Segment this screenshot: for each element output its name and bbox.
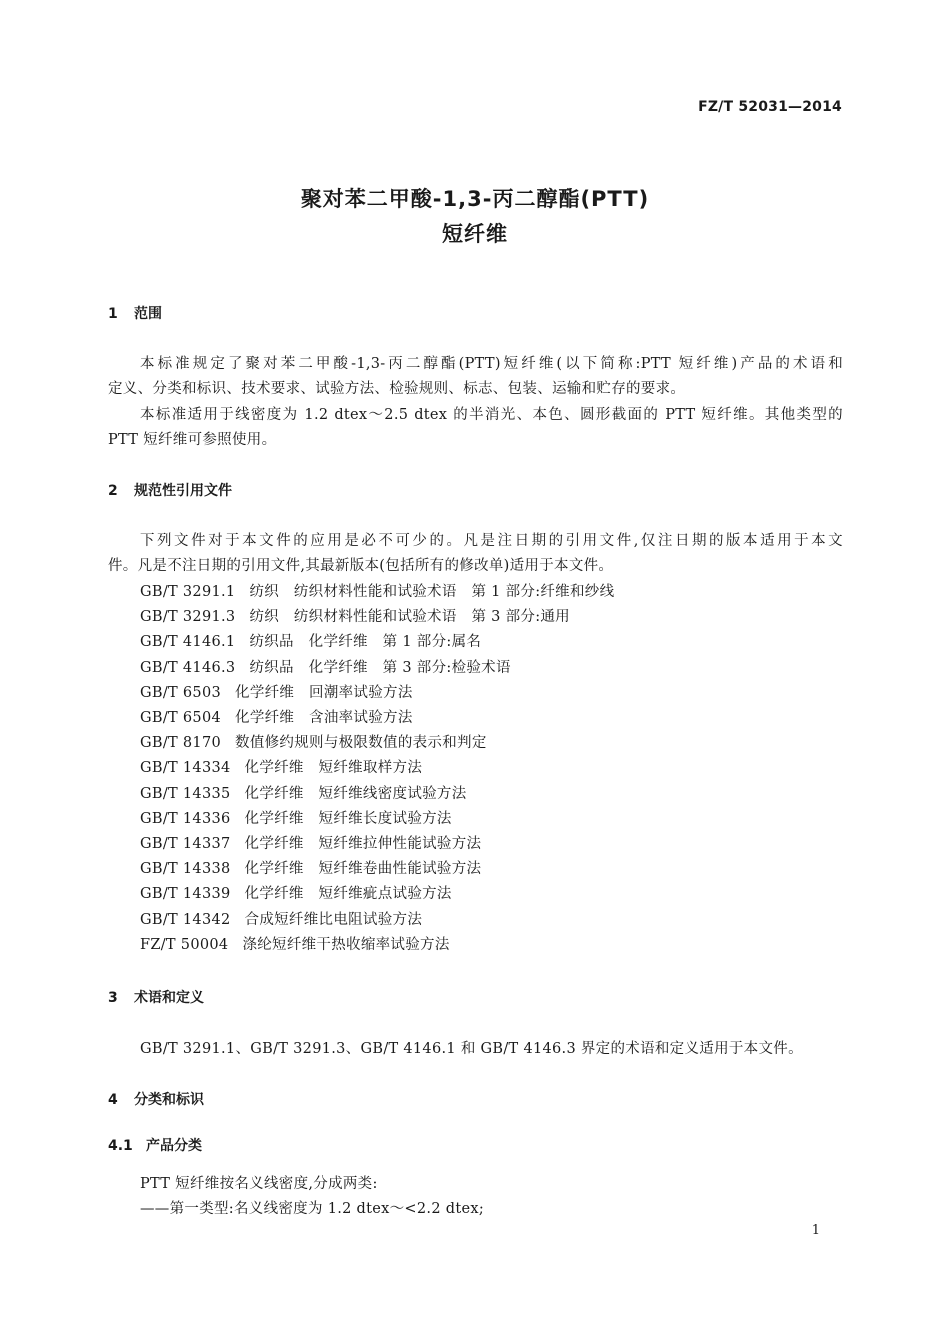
section-number: 1 [108,306,118,322]
reference-title: 化学纤维 短纤维取样方法 [244,760,423,776]
paragraph-line: 下列文件对于本文件的应用是必不可少的。凡是注日期的引用文件,仅注日期的版本适用于本文 [140,533,843,549]
reference-code: GB/T 14339 [140,886,231,902]
section-title: 术语和定义 [134,990,204,1006]
reference-code: GB/T 3291.3 [140,609,236,625]
paragraph-line: PTT 短纤维按名义线密度,分成两类: [140,1176,378,1192]
reference-item [140,933,450,954]
reference-item [140,630,481,651]
section-4-heading [108,1089,204,1109]
reference-code: GB/T 4146.3 [140,660,236,676]
standard-code: FZ/T 52031—2014 [698,99,842,115]
section-1-heading [108,303,162,323]
section-4-1-heading [108,1135,202,1155]
reference-item [140,882,452,903]
reference-code: FZ/T 50004 [140,937,229,953]
section-3-heading [108,987,204,1007]
reference-code: GB/T 14342 [140,912,231,928]
section-number: 4.1 [108,1138,133,1154]
reference-code: GB/T 6504 [140,710,222,726]
section-title: 规范性引用文件 [134,483,232,499]
reference-title: 化学纤维 短纤维拉伸性能试验方法 [244,836,482,852]
reference-title: 化学纤维 含油率试验方法 [235,710,413,726]
reference-title: 数值修约规则与极限数值的表示和判定 [235,735,487,751]
reference-code: GB/T 6503 [140,685,222,701]
section-title: 分类和标识 [134,1092,204,1108]
document-title-line1: 聚对苯二甲酸-1,3-丙二醇酯(PTT) [300,187,650,211]
section-number: 2 [108,483,118,499]
reference-item [140,605,570,626]
reference-title: 化学纤维 回潮率试验方法 [235,685,413,701]
reference-code: GB/T 14334 [140,760,231,776]
reference-code: GB/T 14335 [140,786,231,802]
reference-item [140,908,422,929]
reference-code: GB/T 14336 [140,811,231,827]
section-number: 3 [108,990,118,1006]
reference-code: GB/T 3291.1 [140,584,236,600]
section-2-heading [108,480,232,500]
reference-code: GB/T 14338 [140,861,231,877]
reference-title: 纺织品 化学纤维 第 3 部分:检验术语 [249,660,511,676]
reference-title: 纺织 纺织材料性能和试验术语 第 3 部分:通用 [249,609,570,625]
section-number: 4 [108,1092,118,1108]
reference-title: 纺织品 化学纤维 第 1 部分:属名 [249,634,482,650]
reference-title: 化学纤维 短纤维卷曲性能试验方法 [244,861,482,877]
reference-item [140,807,452,828]
paragraph-line: 本标准适用于线密度为 1.2 dtex～2.5 dtex 的半消光、本色、圆形截面的 PTT 短纤维。其他类型的 [140,407,843,423]
section-title: 范围 [134,306,162,322]
reference-item [140,857,481,878]
reference-code: GB/T 4146.1 [140,634,236,650]
page-number: 1 [811,1223,820,1238]
reference-code: GB/T 14337 [140,836,231,852]
reference-title: 涤纶短纤维干热收缩率试验方法 [242,937,450,953]
reference-item [140,656,511,677]
paragraph-line: 件。凡是不注日期的引用文件,其最新版本(包括所有的修改单)适用于本文件。 [108,558,614,574]
paragraph-line: GB/T 3291.1、GB/T 3291.3、GB/T 4146.1 和 GB/T 4146.3 界定的术语和定义适用于本文件。 [140,1041,803,1057]
reference-item [140,580,614,601]
reference-title: 化学纤维 短纤维线密度试验方法 [244,786,467,802]
paragraph-line: PTT 短纤维可参照使用。 [108,432,277,448]
reference-item [140,731,487,752]
reference-item [140,756,422,777]
reference-title: 化学纤维 短纤维长度试验方法 [244,811,452,827]
reference-title: 合成短纤维比电阻试验方法 [244,912,423,928]
paragraph-line: 本标准规定了聚对苯二甲酸-1,3-丙二醇酯(PTT)短纤维(以下简称:PTT 短纤维)产品的术语和 [140,356,843,372]
paragraph-line: 定义、分类和标识、技术要求、试验方法、检验规则、标志、包装、运输和贮存的要求。 [108,381,686,397]
section-title: 产品分类 [146,1138,202,1154]
reference-item [140,832,481,853]
reference-title: 化学纤维 短纤维疵点试验方法 [244,886,452,902]
reference-item [140,706,413,727]
reference-code: GB/T 8170 [140,735,222,751]
reference-item [140,681,413,702]
document-title-line2: 短纤维 [442,222,508,246]
list-item: ——第一类型:名义线密度为 1.2 dtex～<2.2 dtex; [140,1201,485,1217]
reference-title: 纺织 纺织材料性能和试验术语 第 1 部分:纤维和纱线 [249,584,615,600]
reference-item [140,782,467,803]
